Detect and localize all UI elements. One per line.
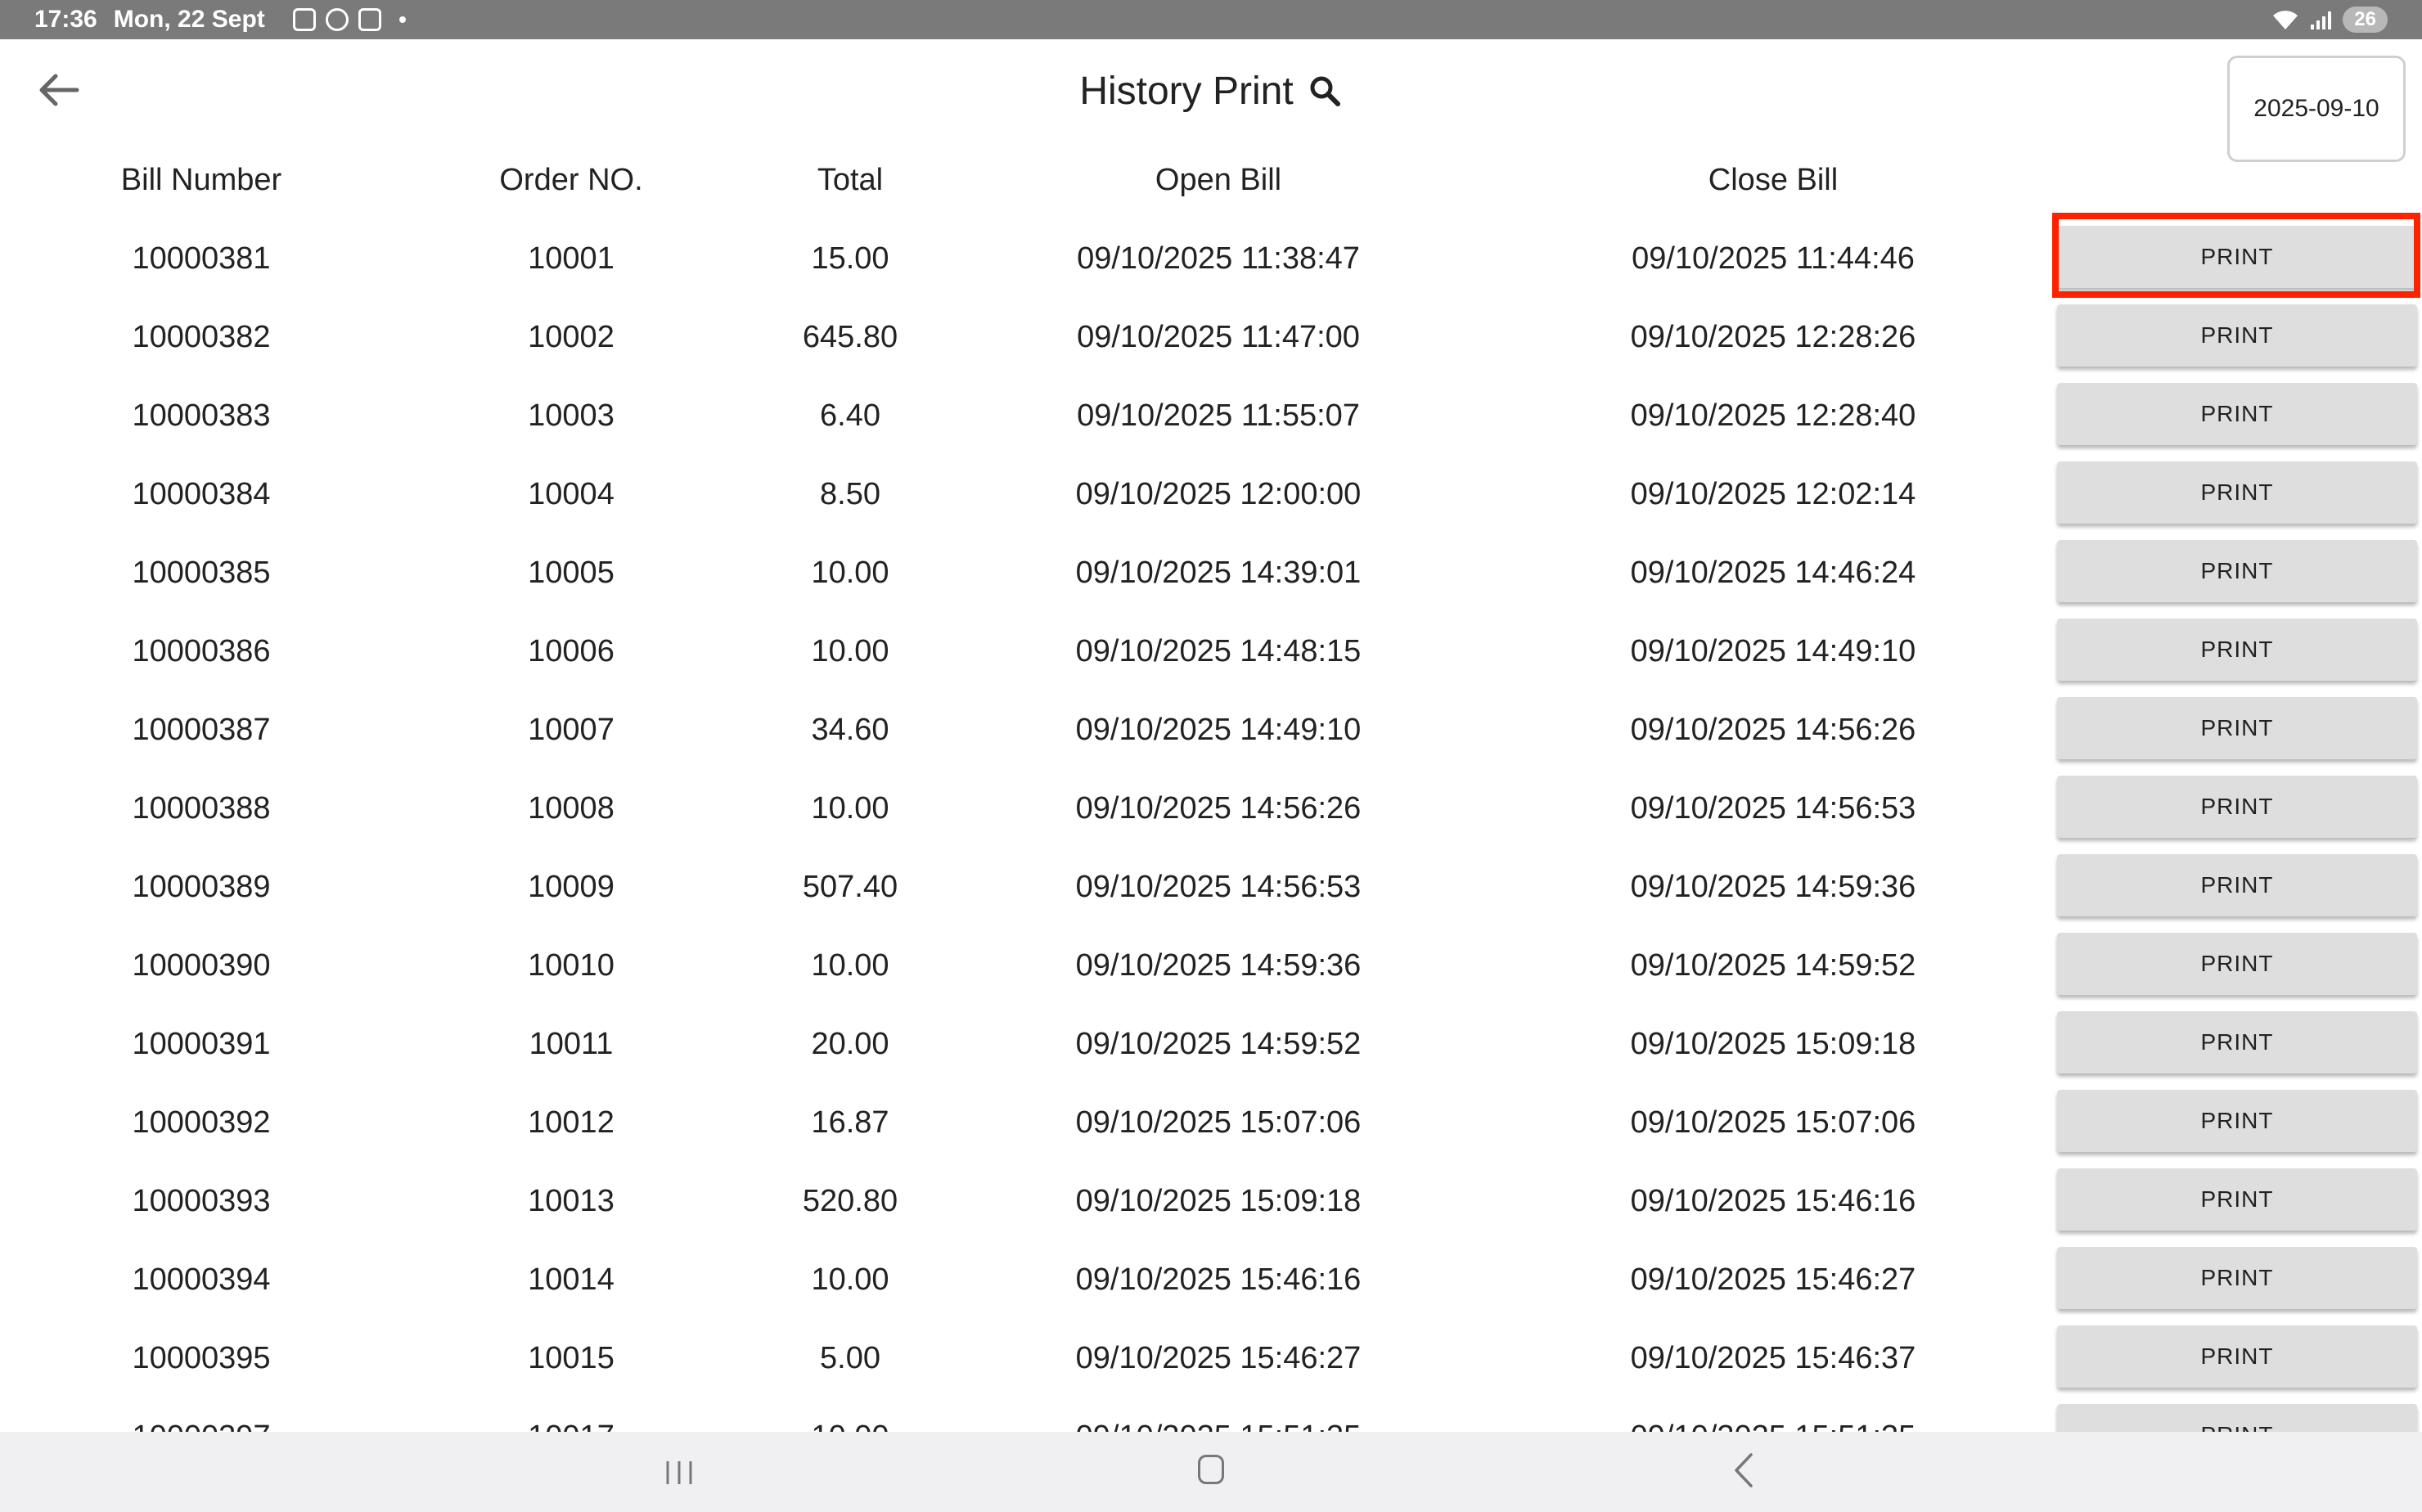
bill-number-cell: 10000383 (132, 398, 271, 433)
status-bar-left (34, 0, 406, 39)
order-number-cell: 10011 (529, 1027, 614, 1061)
table-row (0, 298, 2422, 376)
print-button-label: PRINT (2200, 322, 2274, 348)
bill-number-cell: 10000388 (132, 791, 271, 826)
bill-number-cell: 10000391 (132, 1027, 271, 1061)
wifi-icon (2271, 8, 2299, 31)
print-button[interactable] (2057, 540, 2417, 602)
open-bill-cell: 09/10/2025 15:46:27 (1075, 1341, 1362, 1375)
print-button[interactable] (2057, 854, 2417, 916)
table-row (0, 1162, 2422, 1240)
table-row (0, 376, 2422, 455)
nav-back-icon[interactable] (1731, 1451, 1756, 1489)
status-time: 17:36 (34, 6, 97, 33)
total-cell: 645.80 (802, 320, 898, 354)
close-bill-cell: 09/10/2025 12:02:14 (1630, 477, 1916, 511)
home-icon[interactable] (1198, 1455, 1224, 1484)
order-number-cell: 10002 (528, 320, 615, 354)
column-header-bill-number: Bill Number (120, 163, 282, 197)
bill-number-cell: 10000392 (132, 1105, 271, 1140)
open-bill-cell: 09/10/2025 12:00:00 (1075, 477, 1362, 511)
total-cell: 520.80 (802, 1184, 898, 1218)
total-cell: 34.60 (811, 713, 889, 747)
bill-number-cell: 10000385 (132, 556, 271, 590)
total-cell: 10.00 (811, 791, 889, 826)
table-row (0, 533, 2422, 612)
total-cell: 10.00 (811, 948, 889, 983)
print-button[interactable] (2057, 1325, 2417, 1388)
status-bar-right (2271, 0, 2388, 39)
column-header-close-bill: Close Bill (1708, 163, 1839, 197)
total-cell: 5.00 (820, 1341, 880, 1375)
order-number-cell: 10003 (528, 398, 615, 433)
status-date: Mon, 22 Sept (113, 6, 265, 33)
close-bill-cell: 09/10/2025 15:09:18 (1630, 1027, 1916, 1061)
bill-number-cell: 10000386 (132, 634, 271, 668)
open-bill-cell: 09/10/2025 14:56:26 (1075, 791, 1362, 826)
status-bar (0, 0, 2422, 39)
order-number-cell: 10007 (528, 713, 615, 747)
page-title: History Print (1079, 69, 1294, 113)
recents-icon[interactable] (663, 1456, 696, 1489)
bill-number-cell: 10000387 (132, 713, 271, 747)
close-bill-cell: 09/10/2025 14:59:36 (1630, 870, 1916, 904)
column-header-open-bill: Open Bill (1155, 163, 1282, 197)
table-header (0, 155, 2422, 205)
order-number-cell: 10012 (528, 1105, 615, 1140)
open-bill-cell: 09/10/2025 15:46:16 (1075, 1262, 1362, 1297)
total-cell: 8.50 (820, 477, 880, 511)
print-button-label: PRINT (2200, 244, 2274, 269)
date-value: 2025-09-10 (2253, 95, 2379, 122)
print-button-label: PRINT (2200, 872, 2274, 898)
print-button-label: PRINT (2200, 401, 2274, 426)
print-button[interactable] (2057, 304, 2417, 367)
close-bill-cell: 09/10/2025 12:28:40 (1630, 398, 1916, 433)
highlight-box (2052, 213, 2420, 298)
total-cell: 507.40 (802, 870, 898, 904)
close-bill-cell: 09/10/2025 14:49:10 (1630, 634, 1916, 668)
print-button-label: PRINT (2200, 1029, 2274, 1055)
bill-number-cell: 10000389 (132, 870, 271, 904)
order-number-cell: 10001 (528, 241, 615, 276)
open-bill-cell: 09/10/2025 11:55:07 (1077, 398, 1360, 433)
column-header-order-no: Order NO. (499, 163, 643, 197)
print-button-label: PRINT (2200, 479, 2274, 505)
open-bill-cell: 09/10/2025 14:48:15 (1075, 634, 1362, 668)
close-bill-cell: 09/10/2025 15:46:37 (1630, 1341, 1916, 1375)
print-button[interactable] (2057, 1011, 2417, 1073)
table-row (0, 926, 2422, 1005)
print-button[interactable] (2057, 1168, 2417, 1231)
close-bill-cell: 09/10/2025 15:46:16 (1630, 1184, 1916, 1218)
table-row (0, 691, 2422, 769)
print-button-label: PRINT (2200, 1108, 2274, 1133)
table-row (0, 1005, 2422, 1083)
bill-number-cell: 10000381 (132, 241, 271, 276)
battery-icon (2343, 7, 2388, 33)
print-button[interactable] (2057, 776, 2417, 838)
bill-number-cell: 10000393 (132, 1184, 271, 1218)
order-number-cell: 10004 (528, 477, 615, 511)
total-cell: 15.00 (811, 241, 889, 276)
open-bill-cell: 09/10/2025 15:07:06 (1075, 1105, 1362, 1140)
close-bill-cell: 09/10/2025 11:44:46 (1632, 241, 1915, 276)
print-button-label: PRINT (2200, 558, 2274, 583)
signal-icon (2311, 10, 2331, 29)
bill-number-cell: 10000382 (132, 320, 271, 354)
screenshot-icon (293, 8, 316, 31)
total-cell: 6.40 (820, 398, 880, 433)
print-button-label: PRINT (2200, 1343, 2274, 1369)
table-row (0, 455, 2422, 533)
column-header-total: Total (817, 163, 884, 197)
print-button-label: PRINT (2200, 1186, 2274, 1212)
order-number-cell: 10006 (528, 634, 615, 668)
table-row (0, 1083, 2422, 1162)
total-cell: 10.00 (811, 634, 889, 668)
open-bill-cell: 09/10/2025 14:59:52 (1075, 1027, 1362, 1061)
bill-number-cell: 10000394 (132, 1262, 271, 1297)
bill-number-cell: 10000390 (132, 948, 271, 983)
table-row (0, 612, 2422, 691)
open-bill-cell: 09/10/2025 14:56:53 (1075, 870, 1362, 904)
open-bill-cell: 09/10/2025 14:39:01 (1075, 556, 1362, 590)
order-number-cell: 10013 (528, 1184, 615, 1218)
close-bill-cell: 09/10/2025 12:28:26 (1630, 320, 1916, 354)
bill-number-cell: 10000384 (132, 477, 271, 511)
check-circle-icon (326, 8, 349, 31)
table-row (0, 769, 2422, 848)
print-button[interactable] (2057, 383, 2417, 445)
more-notifications-dot-icon (399, 16, 406, 23)
date-picker-button[interactable] (2227, 56, 2406, 162)
print-button-label: PRINT (2200, 794, 2274, 819)
close-bill-cell: 09/10/2025 14:56:53 (1630, 791, 1916, 826)
header-title-area (0, 62, 2422, 119)
open-bill-cell: 09/10/2025 14:59:36 (1075, 948, 1362, 983)
status-notification-icons (293, 8, 406, 31)
order-number-cell: 10015 (528, 1341, 615, 1375)
sim-icon (358, 8, 381, 31)
open-bill-cell: 09/10/2025 11:47:00 (1077, 320, 1360, 354)
print-button-label: PRINT (2200, 637, 2274, 662)
open-bill-cell: 09/10/2025 14:49:10 (1075, 713, 1362, 747)
print-button-label: PRINT (2200, 951, 2274, 976)
close-bill-cell: 09/10/2025 14:46:24 (1630, 556, 1916, 590)
print-button[interactable] (2057, 1247, 2417, 1309)
navigation-bar (0, 1432, 2422, 1512)
table-row (0, 1319, 2422, 1397)
print-button[interactable] (2057, 619, 2417, 681)
table-row (0, 1240, 2422, 1319)
open-bill-cell: 09/10/2025 15:09:18 (1075, 1184, 1362, 1218)
print-button-label: PRINT (2200, 715, 2274, 740)
close-bill-cell: 09/10/2025 15:46:27 (1630, 1262, 1916, 1297)
print-button[interactable] (2057, 461, 2417, 524)
table-body[interactable] (0, 219, 2422, 1432)
order-number-cell: 10008 (528, 791, 615, 826)
total-cell: 10.00 (811, 1262, 889, 1297)
total-cell: 10.00 (811, 556, 889, 590)
print-button[interactable] (2057, 697, 2417, 759)
close-bill-cell: 09/10/2025 14:59:52 (1630, 948, 1916, 983)
print-button[interactable] (2057, 933, 2417, 995)
close-bill-cell: 09/10/2025 14:56:26 (1630, 713, 1916, 747)
order-number-cell: 10005 (528, 556, 615, 590)
print-button-label: PRINT (2200, 1265, 2274, 1290)
print-button[interactable] (2057, 1090, 2417, 1152)
close-bill-cell: 09/10/2025 15:07:06 (1630, 1105, 1916, 1140)
order-number-cell: 10010 (528, 948, 615, 983)
total-cell: 20.00 (811, 1027, 889, 1061)
order-number-cell: 10014 (528, 1262, 615, 1297)
total-cell: 16.87 (811, 1105, 889, 1140)
open-bill-cell: 09/10/2025 11:38:47 (1077, 241, 1360, 276)
search-icon[interactable] (1307, 73, 1343, 109)
bill-number-cell: 10000395 (132, 1341, 271, 1375)
order-number-cell: 10009 (528, 870, 615, 904)
battery-level: 26 (2354, 8, 2376, 30)
table-row (0, 848, 2422, 926)
